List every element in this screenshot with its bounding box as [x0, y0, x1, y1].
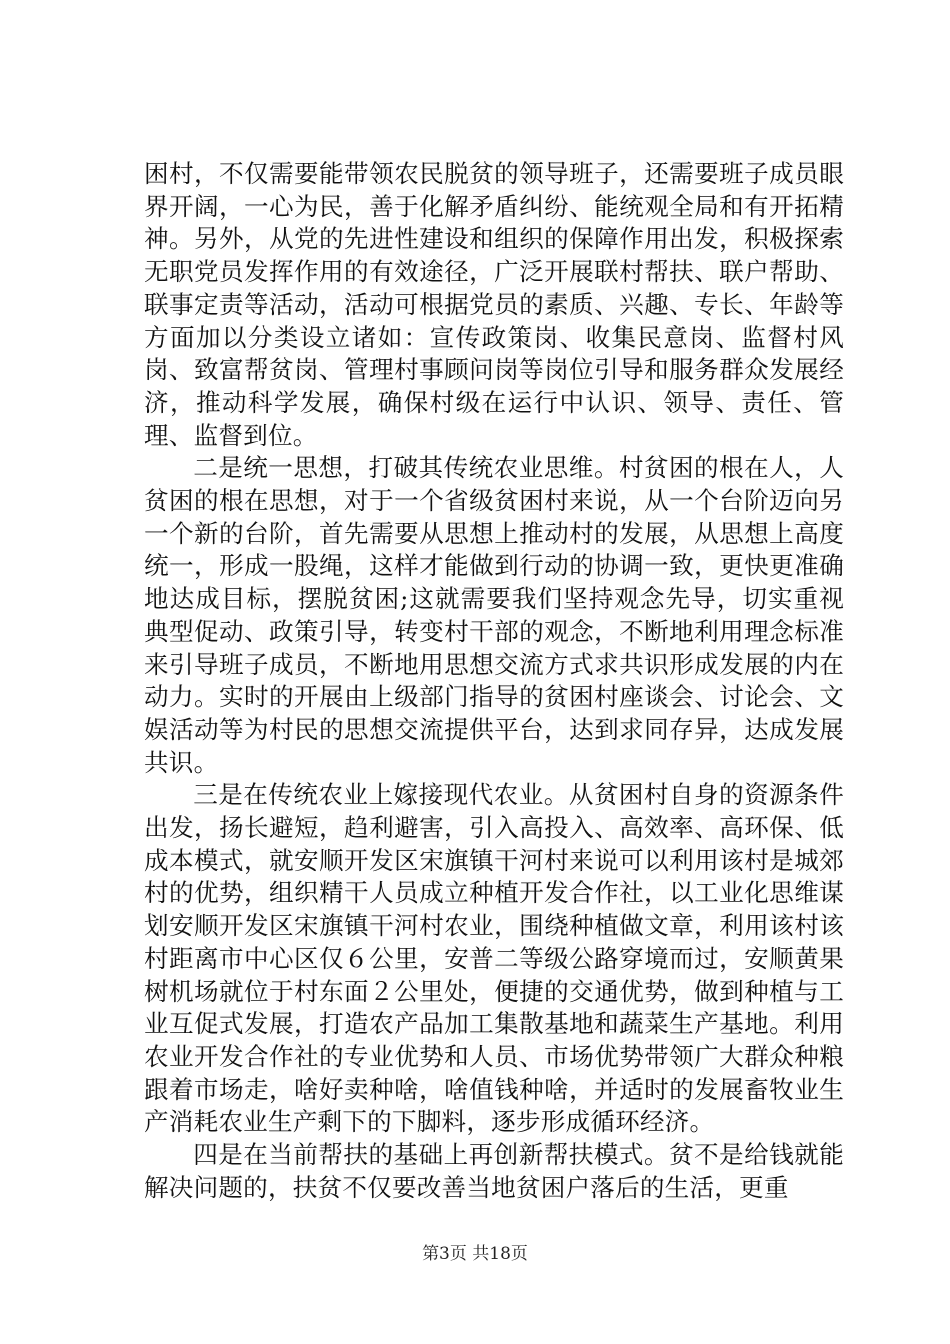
- paragraph-4: 四是在当前帮扶的基础上再创新帮扶模式。贫不是给钱就能解决问题的，扶贫不仅要改善当地贫困户落后的生活，更重: [144, 1140, 844, 1202]
- paragraph-3: 三是在传统农业上嫁接现代农业。从贫困村自身的资源条件出发，扬长避短，趋利避害，引入高投入、高效率、高环保、低成本模式，就安顺开发区宋旗镇干河村来说可以利用该村是城郊村的优势，组织精干人员成立种植开发合作社，以工业化思维谋划安顺开发区宋旗镇干河村农业，围绕种植做文章，利用该村该村距离市中心区仅６公里，安普二等级公路穿境而过，安顺黄果树机场就位于村东面２公里处，便捷的交通优势，做到种植与工业互促式发展，打造农产品加工集散基地和蔬菜生产基地。利用农业开发合作社的专业优势和人员、市场优势带领广大群众种粮跟着市场走，啥好卖种啥，啥值钱种啥，并适时的发展畜牧业生产消耗农业生产剩下的下脚料，逐步形成循环经济。: [144, 780, 844, 1137]
- document-body: [144, 158, 844, 1205]
- paragraph-2: 二是统一思想，打破其传统农业思维。村贫困的根在人，人贫困的根在思想，对于一个省级贫困村来说，从一个台阶迈向另一个新的台阶，首先需要从思想上推动村的发展，从思想上高度统一，形成一股绳，这样才能做到行动的协调一致，更快更准确地达成目标，摆脱贫困;这就需要我们坚持观念先导，切实重视典型促动、政策引导，转变村干部的观念，不断地利用理念标准来引导班子成员，不断地用思想交流方式求共识形成发展的内在动力。实时的开展由上级部门指导的贫困村座谈会、讨论会、文娱活动等为村民的思想交流提供平台，达到求同存异，达成发展共识。: [144, 453, 844, 777]
- page-number-footer: 第3页 共18页: [422, 1244, 528, 1264]
- paragraph-1: 困村，不仅需要能带领农民脱贫的领导班子，还需要班子成员眼界开阔，一心为民，善于化解矛盾纠纷、能统观全局和有开拓精神。另外，从党的先进性建设和组织的保障作用出发，积极探索无职党员发挥作用的有效途径，广泛开展联村帮扶、联户帮助、联事定责等活动，活动可根据党员的素质、兴趣、专长、年龄等方面加以分类设立诸如：宣传政策岗、收集民意岗、监督村风岗、致富帮贫岗、管理村事顾问岗等岗位引导和服务群众发展经济，推动科学发展，确保村级在运行中认识、领导、责任、管理、监督到位。: [144, 159, 844, 450]
